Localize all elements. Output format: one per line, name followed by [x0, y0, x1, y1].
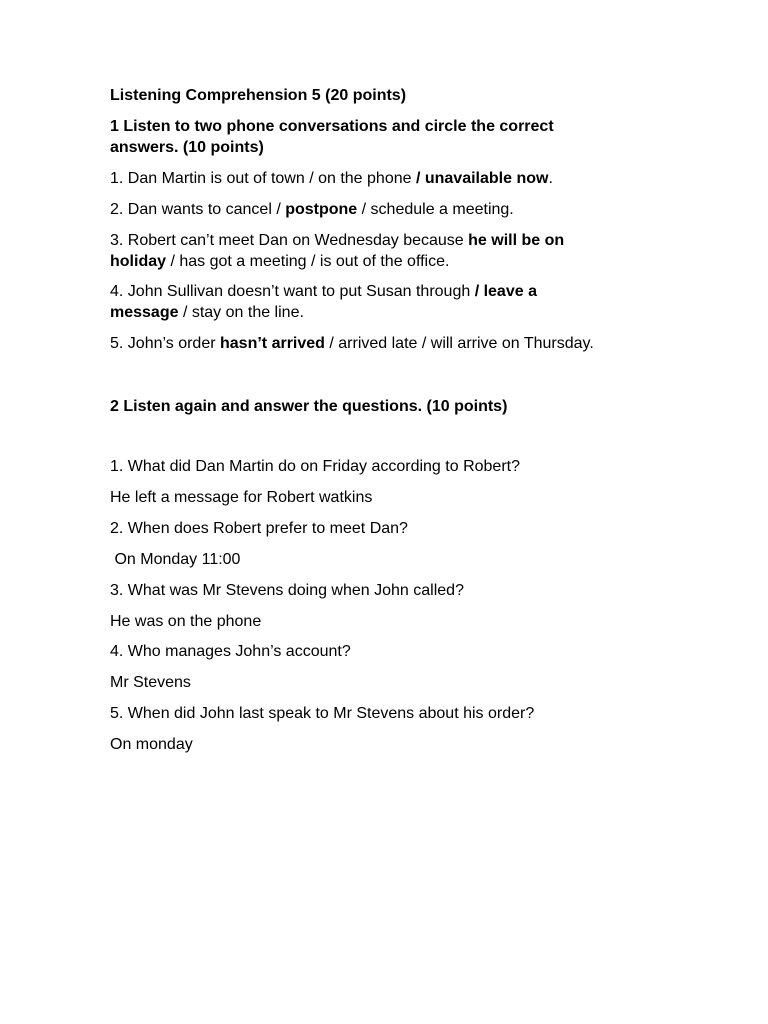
page-title: Listening Comprehension 5 (20 points): [110, 87, 407, 104]
answer-choice-selected: holiday: [110, 253, 167, 270]
answer-choice-selected: hasn’t arrived: [220, 335, 325, 352]
item-2-line-1: [110, 200, 514, 220]
answer-text: / stay on the line.: [178, 304, 304, 321]
answer-choice-selected: message: [110, 304, 179, 321]
answer-5: On monday: [110, 736, 193, 753]
section1-heading-line1: 1 Listen to two phone conversations and circle the correct: [110, 118, 554, 135]
item-1-line-1: [110, 169, 553, 189]
answer-text: 2. Dan wants to cancel /: [110, 201, 286, 218]
question-3: 3. What was Mr Stevens doing when John called?: [110, 582, 464, 599]
section1-heading-line2: answers. (10 points): [110, 139, 264, 156]
answer-text: / arrived late / will arrive on Thursday.: [324, 335, 594, 352]
answer-2: On Monday 11:00: [110, 551, 241, 568]
item-3-line-1: [110, 231, 564, 251]
answer-choice-selected: / leave a: [474, 283, 537, 300]
answer-text: 4. John Sullivan doesn’t want to put Susan through: [110, 283, 475, 300]
section2-heading: 2 Listen again and answer the questions. (10 points): [110, 398, 508, 415]
answer-text: 5. John’s order: [110, 335, 220, 352]
question-4: 4. Who manages John’s account?: [110, 643, 351, 660]
question-1: 1. What did Dan Martin do on Friday according to Robert?: [110, 458, 520, 475]
question-2: 2. When does Robert prefer to meet Dan?: [110, 520, 408, 537]
item-5-line-1: [110, 334, 594, 354]
answer-text: .: [548, 170, 553, 187]
answer-choice-selected: / unavailable now: [415, 170, 549, 187]
answer-1: He left a message for Robert watkins: [110, 489, 373, 506]
answer-text: 1. Dan Martin is out of town / on the phone: [110, 170, 416, 187]
answer-choice-selected: he will be on: [468, 232, 565, 249]
answer-3: He was on the phone: [110, 613, 262, 630]
item-3-line-2: [110, 252, 449, 272]
answer-text: 3. Robert can’t meet Dan on Wednesday because: [110, 232, 469, 249]
item-4-line-1: [110, 282, 537, 302]
answer-4: Mr Stevens: [110, 674, 191, 691]
answer-choice-selected: postpone: [285, 201, 358, 218]
answer-text: / schedule a meeting.: [357, 201, 514, 218]
answer-text: / has got a meeting / is out of the office.: [166, 253, 450, 270]
question-5: 5. When did John last speak to Mr Stevens about his order?: [110, 705, 535, 722]
item-4-line-2: [110, 303, 304, 323]
